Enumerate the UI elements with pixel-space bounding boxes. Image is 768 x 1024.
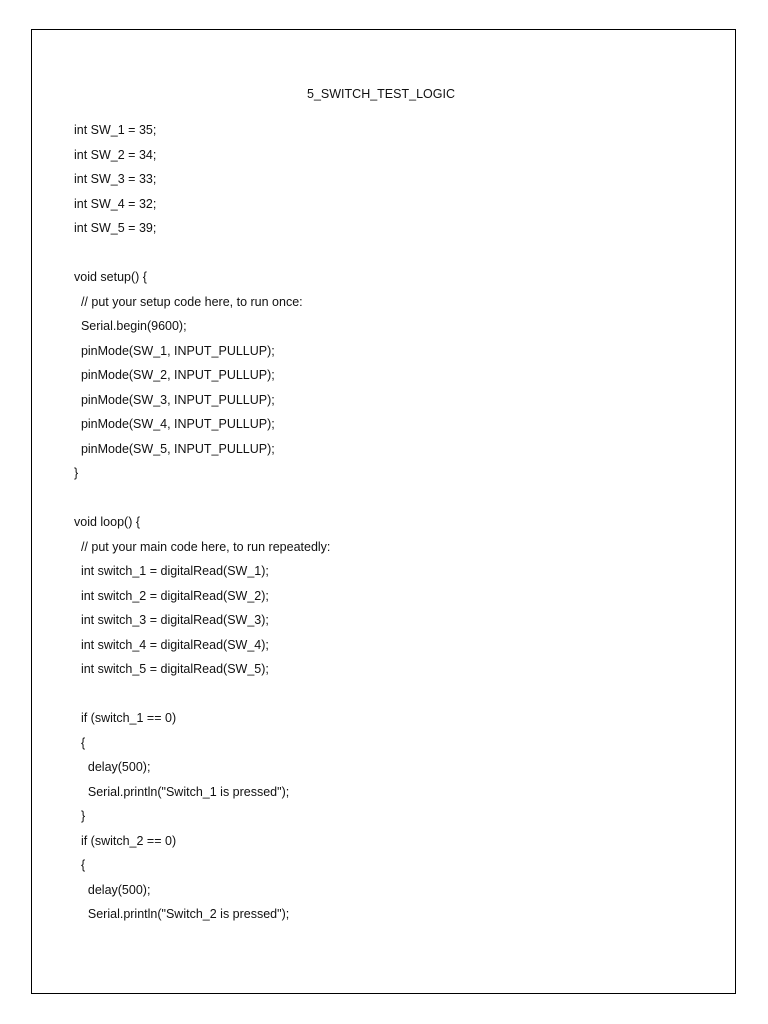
code-line: int switch_2 = digitalRead(SW_2); — [74, 588, 269, 603]
code-line: // put your setup code here, to run once: — [74, 294, 303, 309]
code-line: // put your main code here, to run repeatedly: — [74, 539, 331, 554]
code-line: int SW_2 = 34; — [74, 147, 157, 162]
code-line: if (switch_2 == 0) — [74, 833, 177, 848]
code-line — [74, 684, 330, 709]
code-line: Serial.println("Switch_2 is pressed"); — [74, 907, 290, 921]
code-line: int SW_5 = 39; — [74, 221, 157, 235]
document-title: 5_SWITCH_TEST_LOGIC — [307, 87, 455, 101]
code-line: pinMode(SW_2, INPUT_PULLUP); — [74, 368, 275, 382]
code-line: { — [74, 735, 86, 750]
code-line: void loop() { — [74, 515, 141, 529]
code-line: int SW_3 = 33; — [74, 172, 157, 186]
code-line — [74, 488, 330, 513]
code-line: int switch_1 = digitalRead(SW_1); — [74, 564, 269, 578]
code-line: pinMode(SW_1, INPUT_PULLUP); — [74, 343, 275, 358]
code-line: Serial.begin(9600); — [74, 319, 187, 333]
code-line: { — [74, 858, 86, 872]
code-listing — [74, 120, 330, 929]
code-line: int switch_4 = digitalRead(SW_4); — [74, 637, 269, 652]
code-line: delay(500); — [74, 760, 151, 774]
code-line — [74, 243, 330, 268]
code-line: int switch_3 = digitalRead(SW_3); — [74, 613, 269, 627]
code-line: } — [74, 809, 86, 823]
code-line: int SW_1 = 35; — [74, 123, 157, 137]
code-line: Serial.println("Switch_1 is pressed"); — [74, 784, 290, 799]
code-line: if (switch_1 == 0) — [74, 711, 177, 725]
code-line: int SW_4 = 32; — [74, 196, 157, 211]
code-line: void setup() { — [74, 270, 147, 284]
code-line: pinMode(SW_4, INPUT_PULLUP); — [74, 417, 275, 431]
code-line: int switch_5 = digitalRead(SW_5); — [74, 662, 269, 676]
code-line: } — [74, 466, 79, 480]
code-line: pinMode(SW_3, INPUT_PULLUP); — [74, 392, 275, 407]
code-line: pinMode(SW_5, INPUT_PULLUP); — [74, 441, 275, 456]
code-line: delay(500); — [74, 882, 151, 897]
